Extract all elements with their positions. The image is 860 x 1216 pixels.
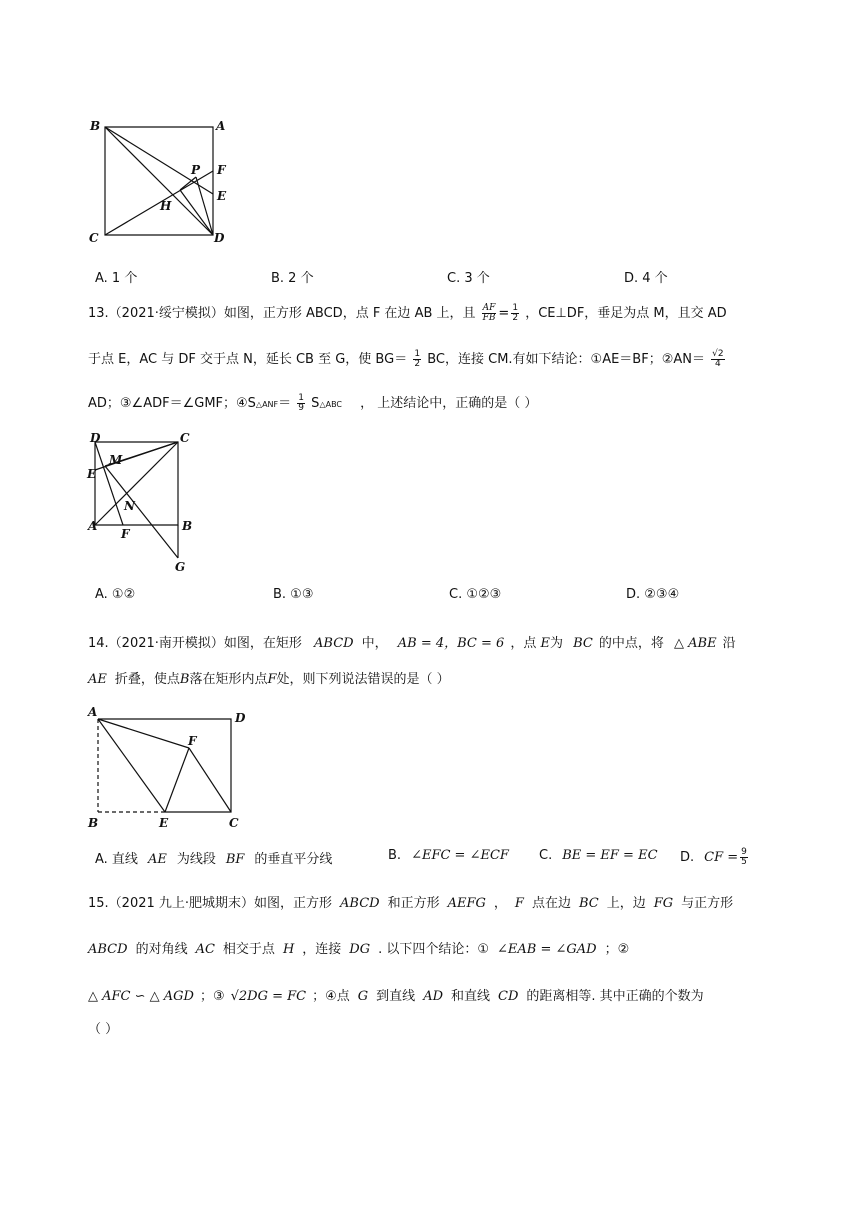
q14-text-2c: 处，则下列说法错误的是（ ） (276, 672, 450, 687)
q13-label-m: M (109, 453, 123, 467)
q14-line-ae (98, 719, 165, 812)
q12-label-p: P (191, 163, 201, 177)
q12-line-hd (180, 190, 213, 235)
q13-label-e: E (87, 467, 97, 481)
q13-s2: S (311, 396, 320, 411)
q12-label-a: A (216, 119, 226, 133)
q14-text-dian: ，点 (510, 636, 537, 651)
q13-fraction-sqrt2-4: $\frac{√2}{4}$ (712, 349, 724, 369)
q12-label-e: E (217, 189, 227, 203)
q12-label-d: D (214, 231, 225, 245)
q14-math-ab-bc: AB = 4，BC = 6 (397, 636, 505, 651)
q13-label-d: D (90, 431, 101, 445)
q13-line-3 (88, 392, 537, 413)
q13-sub-abc: △ABC (319, 400, 342, 409)
q13-label-c: C (180, 431, 190, 445)
q13-fraction-half-2: $\frac{1}{2}$ (414, 349, 421, 369)
q14-math-b: B (179, 672, 190, 687)
q13-option-d: D. ②③④ (626, 587, 680, 602)
q14-math-e: E (540, 636, 550, 651)
q14-text-zhong: 中， (361, 636, 388, 651)
q13-label-f: F (121, 527, 130, 541)
q13-option-b: B. ①③ (273, 587, 314, 602)
q14-line-fc (189, 748, 231, 812)
q13-line-1 (88, 302, 727, 323)
q14-line-af (98, 719, 189, 748)
q12-label-c: C (89, 231, 99, 245)
q14-option-c: C. BE = EF = EC (539, 848, 658, 863)
q15-line-2: ABCD 的对角线 AC 相交于点 H ，连接 DG . 以下四个结论：① ∠EAB = ∠GAD ；② (88, 942, 630, 957)
q14-label-a: A (88, 705, 98, 719)
q14-text-2b: 落在矩形内点 (189, 672, 268, 687)
q15-answer-bracket: （ ） (88, 1022, 119, 1037)
q15-line-3: △ AFC ∽ △ AGD ；③ √2DG = FC ；④点 G 到直线 AD 和直线 CD 的距离相等. 其中正确的个数为 (88, 989, 704, 1004)
q14-text-2a: 折叠，使点 (114, 672, 180, 687)
q14-math-tri: △ ABE (674, 636, 717, 651)
q12-option-b: B. 2 个 (271, 271, 314, 286)
q14-text-wei: 为 (549, 636, 563, 651)
q14-option-b: B. ∠EFC = ∠ECF (388, 848, 509, 863)
q14-rect-top-right (98, 719, 231, 812)
q13-sub-anf: △ANF (255, 400, 279, 409)
q13-text-1b: ，CE⊥DF，垂足为点 M，且交 AD (525, 306, 727, 321)
q12-label-b: B (90, 119, 101, 133)
q14-text-yan: 沿 (722, 636, 736, 651)
q14-option-a: A. 直线 AE 为线段 BF 的垂直平分线 (95, 852, 333, 867)
q13-fraction-half: $\frac{1}{2}$ (512, 303, 519, 323)
q12-option-d: D. 4 个 (624, 271, 668, 286)
q13-option-c: C. ①②③ (449, 587, 502, 602)
q14-option-d: D. CF = $\frac{9}{5}$ (680, 847, 747, 867)
q13-label-a: A (88, 519, 98, 533)
q13-eq3: ＝ (278, 396, 292, 411)
q14-math-f: F (267, 672, 277, 687)
q13-label-b: B (182, 519, 193, 533)
q13-text-2a: 于点 E，AC 与 DF 交于点 N，延长 CB 至 G，使 BG＝ (88, 352, 408, 367)
q14-math-ae: AE (88, 672, 107, 687)
q14-label-c: C (229, 816, 239, 830)
q12-label-h: H (160, 199, 172, 213)
q14-line-ef (165, 748, 189, 812)
q12-option-c: C. 3 个 (447, 271, 490, 286)
q13-label-g: G (175, 560, 186, 574)
q14-figure (85, 702, 255, 832)
q14-line-1 (88, 632, 736, 651)
q13-text-1a: 13.（2021·绥宁模拟）如图，正方形 ABCD，点 F 在边 AB 上，且 (88, 306, 476, 321)
q14-label-f: F (188, 734, 197, 748)
q13-label-n: N (124, 499, 135, 513)
q15-line-1: 15.（2021 九上·肥城期末）如图，正方形 ABCD 和正方形 AEFG ， F 点在边 BC 上，边 FG 与正方形 (88, 896, 734, 911)
q14-label-d: D (235, 711, 246, 725)
q13-figure (85, 430, 200, 578)
q13-fraction-1-9: $\frac{1}{9}$ (298, 393, 305, 413)
q14-label-e: E (159, 816, 169, 830)
q12-line-be (105, 127, 213, 194)
q14-math-bc: BC (573, 636, 593, 651)
q13-option-a: A. ①② (95, 587, 136, 602)
q14-text-1a: 14.（2021·南开模拟）如图，在矩形 (88, 636, 302, 651)
q13-line-mg (105, 466, 178, 558)
q13-text-2b: BC，连接 CM.有如下结论：①AE＝BF；②AN＝ (427, 352, 705, 367)
q14-option-d-fraction: $\frac{9}{5}$ (741, 847, 747, 867)
q13-line-2 (88, 348, 727, 369)
q13-fraction-af-fb: $\frac{AF}{FB}$ (482, 303, 496, 323)
q13-line-ac (95, 442, 178, 525)
q13-text-3b: ， 上述结论中，正确的是（ ） (360, 396, 538, 411)
q14-math-abcd: ABCD (314, 636, 354, 651)
q12-label-f: F (217, 163, 226, 177)
q13-text-3a: AD；③∠ADF＝∠GMF；④S (88, 396, 256, 411)
q12-figure (85, 112, 235, 252)
q14-label-b: B (88, 816, 99, 830)
q14-text-zhongdian: 的中点，将 (598, 636, 664, 651)
q13-eq: = (498, 306, 510, 321)
q12-option-a: A. 1 个 (95, 271, 138, 286)
q14-line-2 (88, 668, 450, 687)
